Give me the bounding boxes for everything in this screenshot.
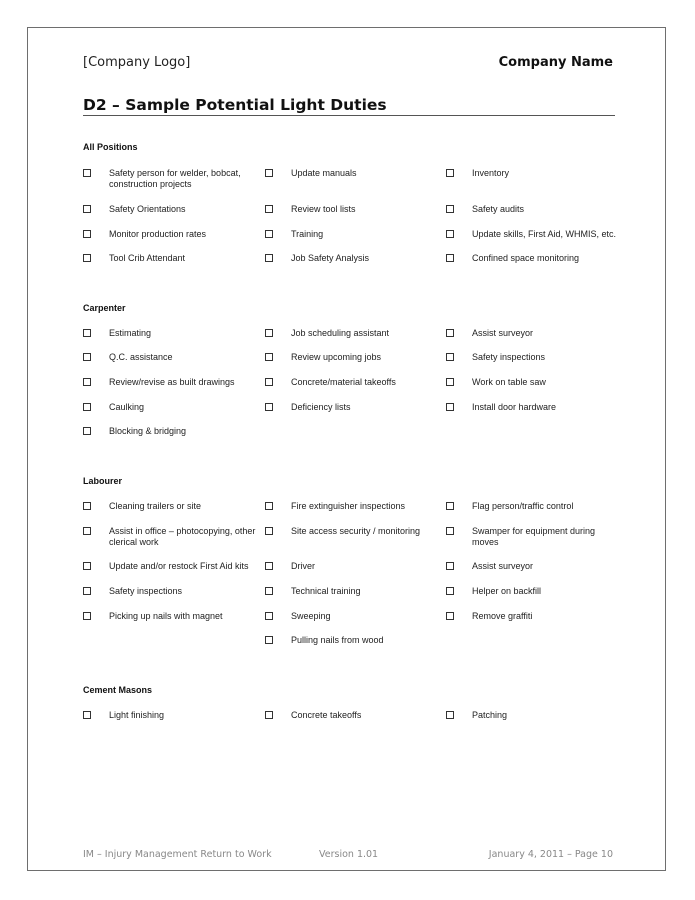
checkbox[interactable] [83, 403, 91, 411]
checklist-item[interactable]: Assist surveyor [446, 328, 622, 339]
checklist-item[interactable]: Blocking & bridging [83, 426, 259, 437]
section-label-cement-masons: Cement Masons [83, 685, 153, 695]
checkbox[interactable] [446, 329, 454, 337]
checkbox[interactable] [265, 711, 273, 719]
checkbox[interactable] [83, 254, 91, 262]
checkbox[interactable] [446, 353, 454, 361]
checklist-item[interactable]: Work on table saw [446, 377, 622, 388]
checklist-item[interactable]: Confined space monitoring [446, 253, 622, 264]
checklist-item[interactable]: Caulking [83, 402, 259, 413]
checklist-item[interactable]: Q.C. assistance [83, 352, 259, 363]
checklist-item[interactable]: Safety audits [446, 204, 622, 215]
checklist-item[interactable]: Tool Crib Attendant [83, 253, 259, 264]
checkbox[interactable] [265, 587, 273, 595]
checklist-item[interactable]: Driver [265, 561, 441, 572]
company-name: Company Name [498, 55, 613, 70]
checkbox[interactable] [265, 527, 273, 535]
footer-version: Version 1.01 [319, 849, 379, 860]
checkbox[interactable] [265, 612, 273, 620]
checkbox[interactable] [446, 378, 454, 386]
checkbox[interactable] [446, 254, 454, 262]
section-label-carpenter: Carpenter [83, 303, 126, 313]
checkbox[interactable] [446, 612, 454, 620]
checklist-item[interactable]: Install door hardware [446, 402, 622, 413]
checklist-item[interactable]: Monitor production rates [83, 229, 259, 240]
checkbox[interactable] [83, 169, 91, 177]
checklist-item[interactable]: Site access security / monitoring [265, 526, 441, 537]
checkbox[interactable] [265, 502, 273, 510]
checkbox[interactable] [446, 205, 454, 213]
checkbox[interactable] [83, 502, 91, 510]
checklist-item[interactable]: Job scheduling assistant [265, 328, 441, 339]
checklist-item[interactable]: Safety inspections [83, 586, 259, 597]
checkbox[interactable] [265, 562, 273, 570]
checkbox[interactable] [265, 169, 273, 177]
checkbox[interactable] [265, 230, 273, 238]
checklist-item[interactable]: Training [265, 229, 441, 240]
checkbox[interactable] [446, 587, 454, 595]
checklist-item[interactable]: Update manuals [265, 168, 441, 179]
checkbox[interactable] [446, 403, 454, 411]
checklist-item[interactable]: Inventory [446, 168, 622, 179]
checklist-item[interactable]: Safety Orientations [83, 204, 259, 215]
checkbox[interactable] [265, 403, 273, 411]
document-page [27, 27, 666, 871]
checkbox[interactable] [83, 427, 91, 435]
checklist-item[interactable]: Safety person for welder, bobcat, construction projects [83, 168, 259, 190]
checkbox[interactable] [83, 378, 91, 386]
checklist-item[interactable]: Review tool lists [265, 204, 441, 215]
checklist-item[interactable]: Concrete/material takeoffs [265, 377, 441, 388]
checklist-item[interactable]: Update skills, First Aid, WHMIS, etc. [446, 229, 642, 240]
checklist-item[interactable]: Deficiency lists [265, 402, 441, 413]
checkbox[interactable] [265, 329, 273, 337]
checklist-item[interactable]: Estimating [83, 328, 259, 339]
checklist-item[interactable]: Update and/or restock First Aid kits [83, 561, 259, 572]
checkbox[interactable] [83, 329, 91, 337]
checkbox[interactable] [265, 254, 273, 262]
footer-date-page: January 4, 2011 – Page 10 [488, 849, 613, 860]
checkbox[interactable] [83, 527, 91, 535]
checkbox[interactable] [446, 711, 454, 719]
checkbox[interactable] [446, 527, 454, 535]
checklist-item[interactable]: Review upcoming jobs [265, 352, 441, 363]
checklist-item[interactable]: Safety inspections [446, 352, 622, 363]
checkbox[interactable] [446, 230, 454, 238]
checklist-item[interactable]: Assist in office – photocopying, other clerical work [83, 526, 259, 548]
checkbox[interactable] [83, 230, 91, 238]
checklist-item[interactable]: Sweeping [265, 611, 441, 622]
section-label-all-positions: All Positions [83, 142, 138, 152]
checkbox[interactable] [83, 711, 91, 719]
checklist-item[interactable]: Light finishing [83, 710, 259, 721]
company-logo-placeholder: [Company Logo] [83, 55, 191, 70]
checklist-item[interactable]: Flag person/traffic control [446, 501, 622, 512]
checklist-item[interactable]: Assist surveyor [446, 561, 622, 572]
checkbox[interactable] [265, 205, 273, 213]
checkbox[interactable] [446, 169, 454, 177]
checklist-item[interactable]: Job Safety Analysis [265, 253, 441, 264]
checklist-item[interactable]: Review/revise as built drawings [83, 377, 259, 388]
checklist-item[interactable]: Technical training [265, 586, 441, 597]
checkbox[interactable] [446, 502, 454, 510]
checklist-item[interactable]: Swamper for equipment during moves [446, 526, 602, 548]
checkbox[interactable] [265, 636, 273, 644]
checklist-item[interactable]: Fire extinguisher inspections [265, 501, 441, 512]
page-title: D2 – Sample Potential Light Duties [83, 96, 615, 116]
checklist-item[interactable]: Helper on backfill [446, 586, 622, 597]
checklist-item[interactable]: Patching [446, 710, 622, 721]
checkbox[interactable] [83, 205, 91, 213]
footer-document-name: IM – Injury Management Return to Work [83, 849, 272, 860]
checklist-item[interactable]: Concrete takeoffs [265, 710, 441, 721]
checklist-item[interactable]: Cleaning trailers or site [83, 501, 259, 512]
checkbox[interactable] [83, 587, 91, 595]
checkbox[interactable] [446, 562, 454, 570]
checklist-item[interactable]: Remove graffiti [446, 611, 622, 622]
checkbox[interactable] [265, 378, 273, 386]
checklist-item[interactable]: Pulling nails from wood [265, 635, 441, 646]
checkbox[interactable] [83, 562, 91, 570]
checkbox[interactable] [83, 612, 91, 620]
checklist-item[interactable]: Picking up nails with magnet [83, 611, 259, 622]
checkbox[interactable] [83, 353, 91, 361]
checkbox[interactable] [265, 353, 273, 361]
section-label-labourer: Labourer [83, 476, 123, 486]
